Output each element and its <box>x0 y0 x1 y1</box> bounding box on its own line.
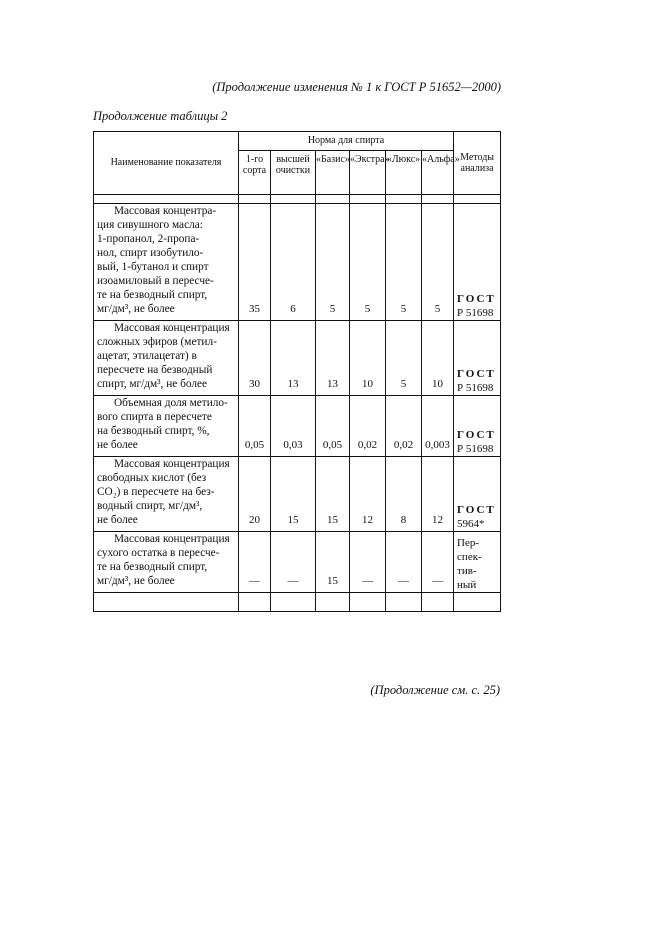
norm-value: 5 <box>386 204 422 321</box>
norm-value: — <box>239 532 271 593</box>
method-line: ГОСТ <box>457 504 496 516</box>
method-line: Р 51698 <box>457 307 494 319</box>
indicator-cell <box>94 204 239 321</box>
norm-value: 20 <box>239 457 271 532</box>
norm-value: 30 <box>239 321 271 396</box>
indicator-line: ацетат, этилацетат) в <box>97 350 197 362</box>
indicator-line: те на безводный спирт, <box>97 289 208 301</box>
method-cell <box>454 396 501 457</box>
indicator-line: спирт, мг/дм³, не более <box>97 378 207 390</box>
method-line: ГОСТ <box>457 368 496 380</box>
norm-value: — <box>386 532 422 593</box>
norm-value: 5 <box>316 204 350 321</box>
indicator-line: пересчете на безводный <box>97 364 213 376</box>
norm-value: 12 <box>350 457 386 532</box>
grade-header: «Альфа» <box>422 151 454 195</box>
norm-value: 35 <box>239 204 271 321</box>
indicator-line: CO₂) в пересчете на без- <box>97 486 215 498</box>
norm-value: 15 <box>316 532 350 593</box>
indicator-line: 1-пропанол, 2-пропа- <box>97 233 200 245</box>
norm-value: 0,02 <box>350 396 386 457</box>
method-line: Р 51698 <box>457 382 494 394</box>
indicator-line: сложных эфиров (метил- <box>97 336 217 348</box>
footer-note: (Продолжение см. с. 25) <box>370 683 500 697</box>
norm-value: 10 <box>422 321 454 396</box>
indicator-line: водный спирт, мг/дм³, <box>97 500 203 512</box>
table-row <box>94 321 501 396</box>
grade-header: «Экстра» <box>350 151 386 195</box>
method-cell <box>454 532 501 593</box>
header-note: (Продолжение изменения № 1 к ГОСТ Р 51652—2000) <box>212 80 501 94</box>
method-line: 5964* <box>457 518 485 530</box>
norm-group-header: Норма для спирта <box>239 132 454 151</box>
grade-header: «Базис» <box>316 151 350 195</box>
norm-value: — <box>271 532 316 593</box>
indicator-cell <box>94 532 239 593</box>
indicator-line: Массовая концентрация <box>114 533 230 545</box>
indicator-line: Массовая концентра- <box>114 205 217 217</box>
indicator-line: мг/дм³, не более <box>97 303 175 315</box>
norm-value: — <box>350 532 386 593</box>
indicator-line: изоамиловый в пересче- <box>97 275 214 287</box>
indicator-line: не более <box>97 514 138 526</box>
grade-header: «Люкс» <box>386 151 422 195</box>
indicator-line: вый, 1-бутанол и спирт <box>97 261 209 273</box>
method-line: Р 51698 <box>457 443 494 455</box>
norm-value: 5 <box>422 204 454 321</box>
indicator-line: свободных кислот (без <box>97 472 207 484</box>
indicator-line: Объемная доля метило- <box>114 397 228 409</box>
norm-value: 12 <box>422 457 454 532</box>
norm-value: 13 <box>271 321 316 396</box>
norm-value: — <box>422 532 454 593</box>
indicator-line: ция сивушного масла: <box>97 219 203 231</box>
method-line: тив- <box>457 565 477 577</box>
norm-value: 10 <box>350 321 386 396</box>
norm-value: 0,03 <box>271 396 316 457</box>
norm-value: 15 <box>271 457 316 532</box>
norm-value: 0,05 <box>316 396 350 457</box>
grade-header: 1-го сорта <box>239 151 271 195</box>
indicator-cell <box>94 457 239 532</box>
method-cell <box>454 321 501 396</box>
method-cell <box>454 204 501 321</box>
norm-value: 15 <box>316 457 350 532</box>
grade-header: высшей очистки <box>271 151 316 195</box>
indicator-line: Массовая концентрация <box>114 458 230 470</box>
table-continuation-label: Продолжение таблицы 2 <box>93 109 228 123</box>
indicator-line: на безводный спирт, %, <box>97 425 210 437</box>
method-cell <box>454 457 501 532</box>
norm-value: 8 <box>386 457 422 532</box>
indicator-line: те на безводный спирт, <box>97 561 208 573</box>
indicator-cell <box>94 396 239 457</box>
indicator-line: вого спирта в пересчете <box>97 411 212 423</box>
norm-value: 0,003 <box>422 396 454 457</box>
indicator-line: не более <box>97 439 138 451</box>
indicator-line: нол, спирт изобутило- <box>97 247 204 259</box>
norms-table <box>93 131 501 612</box>
norm-value: 0,02 <box>386 396 422 457</box>
norm-value: 6 <box>271 204 316 321</box>
table-row <box>94 396 501 457</box>
indicator-line: сухого остатка в пересче- <box>97 547 220 559</box>
methods-header: Методы анализа <box>454 132 501 195</box>
indicator-header: Наименование показателя <box>94 132 239 195</box>
indicator-cell <box>94 321 239 396</box>
norm-value: 13 <box>316 321 350 396</box>
method-line: ГОСТ <box>457 293 496 305</box>
table-row <box>94 532 501 593</box>
norm-value: 5 <box>386 321 422 396</box>
indicator-line: мг/дм³, не более <box>97 575 175 587</box>
norm-value: 5 <box>350 204 386 321</box>
method-line: Пер- <box>457 537 480 549</box>
method-line: ный <box>457 579 477 591</box>
table-row <box>94 204 501 321</box>
method-line: спек- <box>457 551 482 563</box>
indicator-line: Массовая концентрация <box>114 322 230 334</box>
method-line: ГОСТ <box>457 429 496 441</box>
table-row <box>94 457 501 532</box>
norm-value: 0,05 <box>239 396 271 457</box>
